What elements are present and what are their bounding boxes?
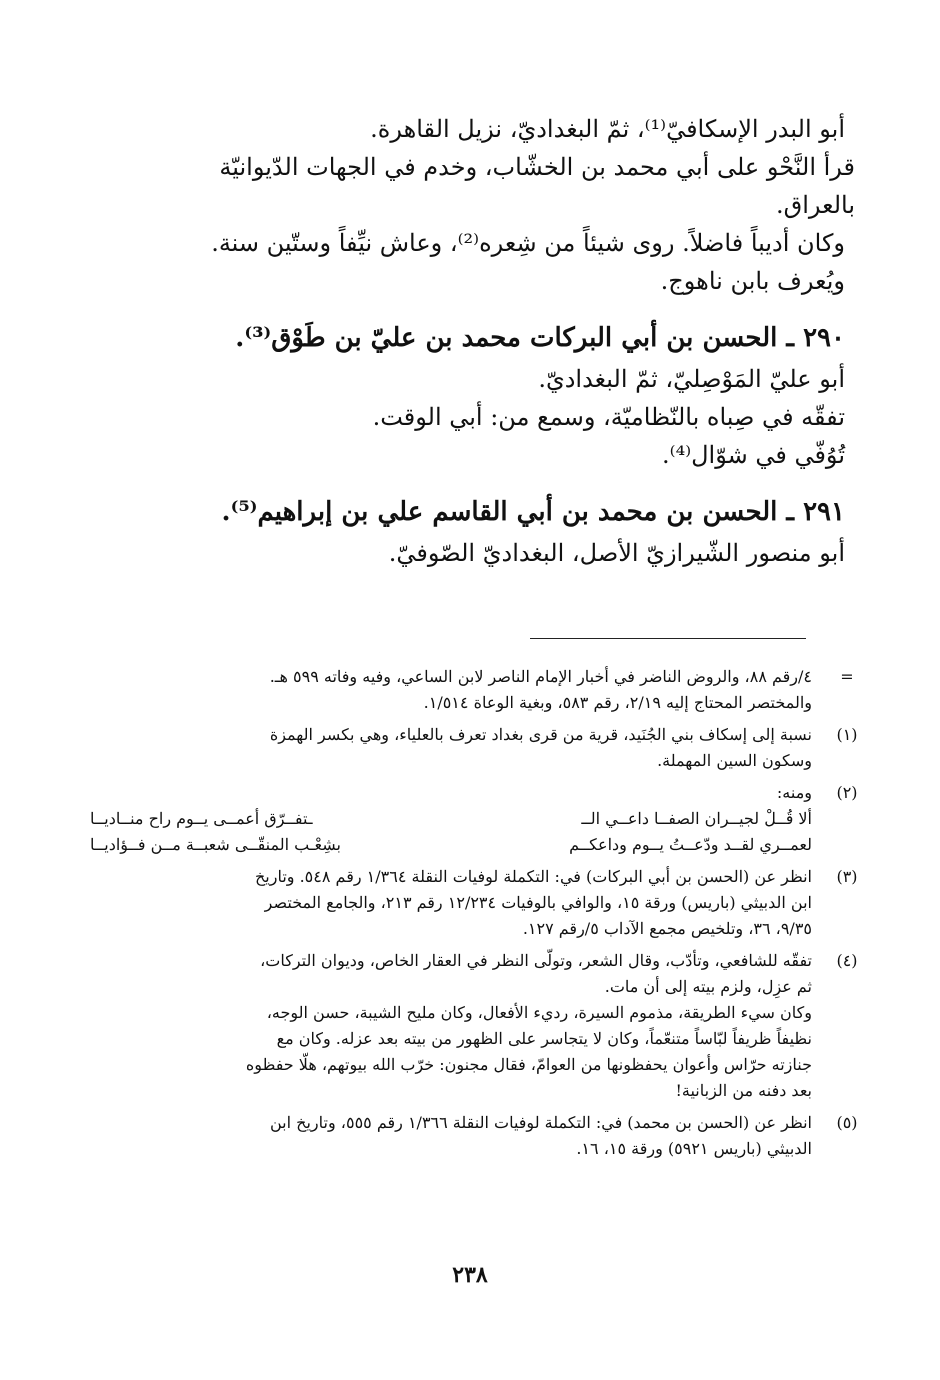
footnote-line: تفقّه للشافعي، وتأدّب، وقال الشعر، وتولّى النظر في العقار الخاص، وديوان التركات، <box>260 951 812 970</box>
verse-line <box>90 832 812 858</box>
footnote-line: انظر عن (الحسن بن أبي البركات) في: التكملة لوفيات النقلة ١/٣٦٤ رقم ٥٤٨. وتاريخ <box>254 867 812 886</box>
verse-hemistich: لعمــري لقــد ودّعــتُ يــوم وداعكــم <box>569 835 812 854</box>
main-text <box>95 110 855 572</box>
verse-hemistich: بشِعْـب المنقّــى شعبــة مــن فــؤاديــا <box>90 835 341 854</box>
footnote-line: بعد دفنه من الزبانية! <box>675 1081 812 1100</box>
continuation-marker: = <box>840 667 854 686</box>
footnote-number: (٢) <box>836 783 858 802</box>
footnote-number: (٥) <box>836 1113 858 1132</box>
footnote-4 <box>90 948 858 1104</box>
text-line: وكان أديباً فاضلاً. روى شيئاً من شِعره⁽²⁾، وعاش نيِّفاً وستّين سنة. <box>211 229 845 257</box>
entry-heading-291: ٢٩١ ـ الحسن بن محمد بن أبي القاسم علي بن إبراهيم⁽⁵⁾. <box>221 497 845 527</box>
text-line: أبو منصور الشّيرازيّ الأصل، البغداديّ الصّوفيّ. <box>388 539 845 567</box>
verse-hemistich: ـتفــرّق أعمــى يــوم راح منــاديــا <box>90 809 313 828</box>
text-line: ويُعرف بابن ناهوج. <box>660 267 845 295</box>
text-line: قرأ النَّحْو على أبي محمد بن الخشّاب، وخدم في الجهات الدّيوانيّة <box>219 153 855 181</box>
text-line: تفقّه في صِباه بالنّظاميّة، وسمع من: أبي الوقت. <box>372 403 845 431</box>
footnote-5 <box>90 1110 858 1162</box>
footnote-2 <box>90 780 858 858</box>
footnote-number: (٤) <box>836 951 858 970</box>
text-line: أبو عليّ المَوْصِليّ، ثمّ البغداديّ. <box>538 365 845 393</box>
footnote-line: نسبة إلى إسكاف بني الجُنَيد، قرية من قرى بغداد تعرف بالعلياء، وهي بكسر الهمزة <box>269 725 812 744</box>
footnote-continuation <box>90 664 854 716</box>
verse-line <box>90 806 812 832</box>
verse-hemistich: ألا قُــلْ لجيــران الصفــا داعــي الــ <box>581 809 812 828</box>
footnote-number: (١) <box>836 725 858 744</box>
footnote-line: ثم عزِل، ولزم بيته إلى أن مات. <box>604 977 812 996</box>
footnote-line: جنازته حرّاس وأعوان يحفظونها من العوامّ، فقال مجنون: خرّب الله بيوتهم، هلّا حفظوه <box>245 1055 812 1074</box>
footnote-line: ابن الدبيثي (باريس) ورقة ١٥، والوافي بالوفيات ١٢/٢٣٤ رقم ٢١٣، والجامع المختصر <box>264 893 812 912</box>
footnote-line: وكان سيء الطريقة، مذموم السيرة، رديء الأفعال، وكان مليح الشيبة، حسن الوجه، <box>266 1003 812 1022</box>
footnote-line: ومنه: <box>776 783 812 802</box>
footnote-line: والمختصر المحتاج إليه ٢/١٩، رقم ٥٨٣، وبغية الوعاة ١/٥١٤. <box>423 693 812 712</box>
page-number: ٢٣٨ <box>452 1262 488 1288</box>
footnotes <box>90 664 858 1168</box>
text-line: أبو البدر الإسكافيّ⁽¹⁾، ثمّ البغداديّ، نزيل القاهرة. <box>370 115 845 143</box>
text-line: تُوُفّي في شوّال⁽⁴⁾. <box>662 441 845 469</box>
footnote-line: ٤/رقم ٨٨، والروض الناضر في أخبار الإمام الناصر لابن الساعي، وفيه وفاته ٥٩٩ هـ. <box>269 667 812 686</box>
footnote-divider <box>530 638 806 639</box>
footnote-line: الدبيثي (باريس ٥٩٢١) ورقة ١٥، ١٦. <box>576 1139 812 1158</box>
footnote-line: انظر عن (الحسن بن محمد) في: التكملة لوفيات النقلة ١/٣٦٦ رقم ٥٥٥، وتاريخ ابن <box>269 1113 812 1132</box>
footnote-line: ٩/٣٥، ٣٦، وتلخيص مجمع الآداب ٥/رقم ١٢٧. <box>522 919 812 938</box>
footnote-1 <box>90 722 858 774</box>
text-line: بالعراق. <box>775 191 855 219</box>
entry-heading-290: ٢٩٠ ـ الحسن بن أبي البركات محمد بن عليّ بن طَوْق⁽³⁾. <box>235 323 845 353</box>
footnote-line: نظيفاً ظريفاً لبّاساً متنعّماً، وكان لا يتجاسر على الظهور من بيته بعد عزله. وكان مع <box>276 1029 812 1048</box>
footnote-3 <box>90 864 858 942</box>
footnote-line: وسكون السين المهملة. <box>657 751 812 770</box>
footnote-number: (٣) <box>836 867 858 886</box>
